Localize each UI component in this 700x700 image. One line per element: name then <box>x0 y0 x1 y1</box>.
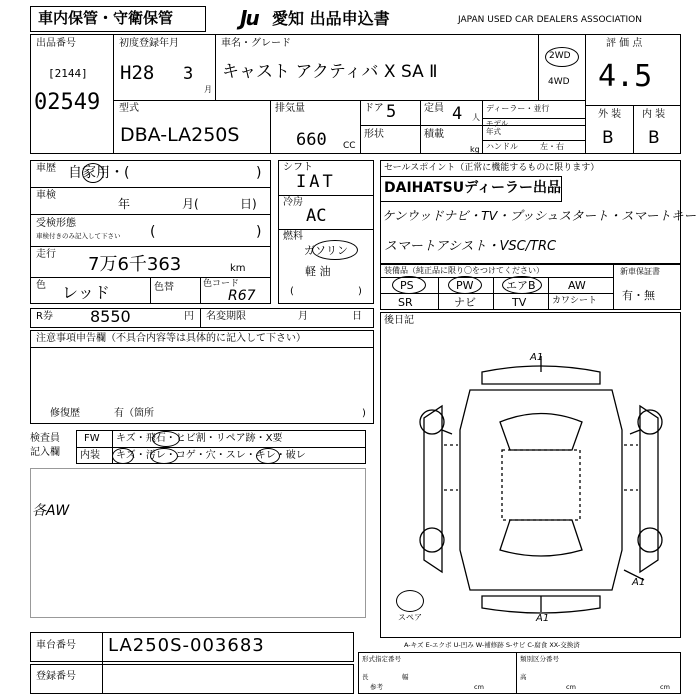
displacement-label: 排気量 <box>275 103 305 114</box>
type-label: 型式 <box>119 103 139 114</box>
history-label: 車歴 <box>36 163 56 174</box>
inspection-year: 年 <box>118 197 131 211</box>
registration-label: 初度登録年月 <box>119 38 179 49</box>
accepted-form-close: ) <box>256 224 262 240</box>
shift-label: シフト <box>283 162 313 173</box>
registration-month: 3 <box>183 64 194 84</box>
lot-sub-number: [2144] <box>48 67 88 80</box>
lot-label: 出品番号 <box>36 38 76 49</box>
displacement-value: 660 <box>296 130 327 150</box>
fuel-close: ) <box>358 286 362 297</box>
inspector-row1-tag: FW <box>84 433 100 444</box>
notes-label: 注意事項申告欄（不具合内容等は具体的に記入して下さい） <box>36 333 306 344</box>
recycle-value: 8550 <box>90 307 131 326</box>
fuel-gas: ガソリン <box>304 244 348 257</box>
shift-value: IAT <box>296 172 336 192</box>
equipment-item-airbag: エアB <box>506 279 536 292</box>
grade-label: 評 価 点 <box>606 38 643 49</box>
new-car-warranty-value: 有・無 <box>622 289 655 302</box>
capacity-label: 定員 <box>424 103 444 114</box>
color-value: レッド <box>62 283 110 302</box>
form-width-label: 幅 <box>402 673 409 681</box>
handwritten-note: 各AW <box>32 503 70 519</box>
model-value: キャスト アクティバ X SA Ⅱ <box>222 62 438 82</box>
model-year-label: モデル 年式 <box>486 119 509 136</box>
handle-options: 左・右 <box>540 142 564 151</box>
handle-label: ハンドル <box>486 142 518 151</box>
interior-label: 内 装 <box>642 109 666 120</box>
drive-2wd: 2WD <box>549 51 571 61</box>
repair-close: ) <box>362 408 366 419</box>
form-cm-1: cm <box>474 683 484 691</box>
accepted-form-open: ( <box>150 224 156 240</box>
exterior-label: 外 装 <box>598 109 622 120</box>
form-title: 愛知 出品申込書 <box>272 9 390 28</box>
capacity-unit: 人 <box>472 113 480 122</box>
diagram-mark-side: A1 <box>632 577 646 588</box>
notes-box <box>30 330 374 424</box>
doors-label: ドア <box>364 103 384 114</box>
inspector-row2-tag: 内装 <box>80 450 100 461</box>
mileage-unit: km <box>230 263 246 274</box>
ju-logo: Ju <box>240 6 258 30</box>
color-code: R67 <box>228 288 256 304</box>
inspector-circle-4 <box>256 448 280 464</box>
diagram-mark-rear: A1 <box>536 613 550 624</box>
fuel-label: 燃料 <box>283 231 303 242</box>
inspector-row2: キズ・汚レ・コゲ・穴・スレ・キレ・破レ <box>116 450 306 461</box>
form-title-en: JAPAN USED CAR DEALERS ASSOCIATION <box>458 15 642 25</box>
inspector-circle-3 <box>150 448 178 464</box>
name-change-month: 月 <box>298 311 308 322</box>
displacement-unit: CC <box>343 141 356 151</box>
class-designation-label: 類別区分番号 <box>520 655 559 663</box>
form-height-label: 高 <box>520 673 527 681</box>
repair-label: 修復歴 <box>50 408 80 419</box>
aircon-label: 冷房 <box>283 197 303 208</box>
drive-4wd: 4WD <box>548 77 570 87</box>
dealer-label: ディーラー・並行 <box>486 104 550 113</box>
fuel-open: ( <box>290 286 294 297</box>
sales-points-line1: ケンウッドナビ・TV・プッシュスタート・スマートキー <box>382 208 696 223</box>
inspection-day: 日) <box>240 197 257 211</box>
dealer-banner: DAIHATSUディーラー出品 <box>384 180 562 196</box>
registration-month-unit: 月 <box>204 85 212 94</box>
diagram-mark-front: A1 <box>530 352 544 363</box>
type-value: DBA-LA250S <box>120 124 240 146</box>
mileage-label: 走行 <box>36 249 56 260</box>
equipment-item-ps: PS <box>400 279 414 292</box>
color-replace-label: 色替 <box>154 282 174 293</box>
recycle-label: R券 <box>36 311 53 322</box>
inspector-circle-1 <box>152 431 180 447</box>
chassis-label: 車台番号 <box>36 640 76 651</box>
fuel-diesel: 軽 油 <box>305 265 331 278</box>
sales-points-line2: スマートアシスト・VSC/TRC <box>384 239 557 254</box>
form-ref-label: 参考 <box>370 683 383 691</box>
inspection-month: 月( <box>182 197 199 211</box>
interior-grade: B <box>648 128 660 148</box>
equipment-item-aw: AW <box>568 279 586 292</box>
inspector-circle-2 <box>112 448 134 464</box>
load-unit: kg <box>470 145 480 154</box>
shape-label: 形状 <box>364 129 384 140</box>
lot-number: 02549 <box>34 90 101 115</box>
chassis-value: LA250S-003683 <box>108 635 265 656</box>
model-label: 車名・グレード <box>221 38 291 49</box>
registration-number-label: 登録番号 <box>36 671 76 682</box>
name-change-label: 名変期限 <box>206 311 246 322</box>
recycle-unit: 円 <box>184 311 194 322</box>
rear-notes-label: 後日記 <box>384 315 414 326</box>
accepted-form-sub: 車検付きのみ記入して下さい <box>36 232 121 240</box>
load-label: 積載 <box>424 129 444 140</box>
spare-tire-icon <box>396 590 424 612</box>
storage-label: 車内保管・守衛保管 <box>38 9 174 27</box>
capacity-value: 4 <box>452 104 463 124</box>
equipment-item-leather: カワシート <box>552 296 598 306</box>
sales-points-label: セールスポイント（正常に機能するものに限ります） <box>384 163 600 173</box>
registration-number-box <box>30 664 354 694</box>
damage-legend: A-キズ E-エクボ U-凹み W-補修跡 S-サビ C-腐食 XX-交換済 <box>404 641 580 649</box>
equipment-item-pw: PW <box>456 279 474 292</box>
form-cm-2: cm <box>566 683 576 691</box>
history-value: 自家用・( <box>68 165 130 181</box>
equipment-label: 装備品（純正品に限り〇をつけてください） <box>384 266 544 275</box>
equipment-item-navi: ナビ <box>454 296 476 309</box>
exterior-grade: B <box>602 128 614 148</box>
form-length-label: 長 <box>362 673 369 681</box>
mileage-value: 7万6千363 <box>88 254 182 275</box>
recycle-box <box>30 308 374 328</box>
history-close: ) <box>256 165 262 181</box>
color-code-label: 色コード <box>203 279 240 289</box>
aircon-value: AC <box>306 206 327 226</box>
doors-value: 5 <box>386 102 397 122</box>
accepted-form-label: 受検形態 <box>36 218 76 229</box>
registration-year: H28 <box>120 62 155 84</box>
notes-grid <box>30 468 366 618</box>
color-label: 色 <box>36 280 46 291</box>
new-car-warranty-label: 新車保証書 <box>620 267 660 276</box>
form-cm-3: cm <box>660 683 670 691</box>
inspector-row1: キズ・飛石・ヒビ割・リペア跡・X要 <box>116 433 283 444</box>
spare-label: スペア <box>398 613 422 622</box>
inspector-label: 検査員 記入欄 <box>30 433 60 458</box>
form-designation-label: 形式指定番号 <box>362 655 401 663</box>
equipment-item-tv: TV <box>512 296 527 309</box>
name-change-day: 日 <box>352 311 362 322</box>
repair-value: 有（箇所 <box>114 408 154 419</box>
grade-score: 4.5 <box>598 59 653 94</box>
equipment-item-sr: SR <box>398 296 413 309</box>
inspection-label: 車検 <box>36 190 56 201</box>
